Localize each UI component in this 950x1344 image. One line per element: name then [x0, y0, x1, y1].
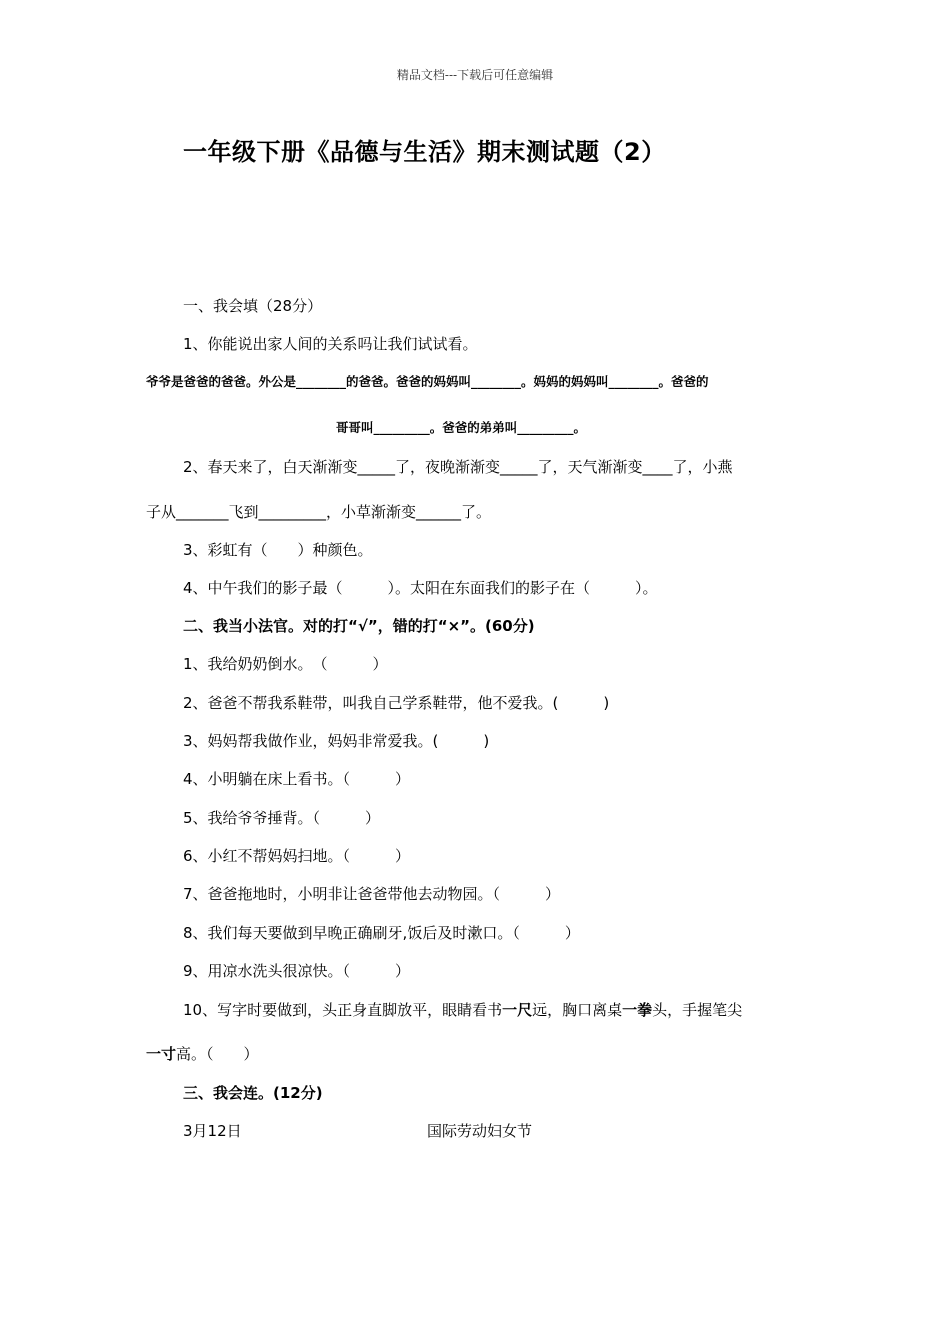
question-1-line-2: 哥哥叫_________。爸爸的弟弟叫_________。: [336, 420, 587, 435]
judge-item-10-text-f: 一寸: [146, 1045, 177, 1063]
question-1: 1、你能说出家人间的关系吗让我们试试看。: [183, 335, 478, 353]
judge-item-10-text-d: 一拳: [622, 1001, 653, 1019]
page-header: 精品文档---下载后可任意编辑: [396, 68, 554, 82]
question-4: 4、中午我们的影子最（ ）。太阳在东面我们的影子在（ ）。: [183, 579, 658, 597]
judge-item-4: 4、小明躺在床上看书。（ ）: [183, 770, 411, 788]
page-title: 一年级下册《品德与生活》期末测试题（2）: [183, 138, 666, 166]
judge-item-2: 2、爸爸不帮我系鞋带，叫我自己学系鞋带，他不爱我。( ): [183, 694, 610, 712]
judge-item-1: 1、我给奶奶倒水。 （ ）: [183, 655, 388, 673]
judge-item-3: 3、妈妈帮我做作业，妈妈非常爱我。( ): [183, 732, 490, 750]
judge-item-10-line-1: [183, 999, 742, 1020]
match-right-item-1: 国际劳动妇女节: [427, 1122, 533, 1140]
judge-item-10-text-a: 10、写字时要做到，头正身直脚放平，眼睛看书: [183, 1001, 503, 1019]
question-3: 3、彩虹有（ ）种颜色。: [183, 541, 373, 559]
section-1-heading: 一、我会填（28分）: [183, 297, 323, 315]
judge-item-10-text-g: 高。（ ）: [176, 1045, 259, 1063]
judge-item-10-text-e: 头，手握笔尖: [652, 1001, 743, 1019]
question-2-line-2: 子从_______飞到_________，小草渐渐变______了。: [146, 503, 492, 521]
question-2-line-1: 2、春天来了，白天渐渐变_____了，夜晚渐渐变_____了，天气渐渐变____了，小燕: [183, 458, 733, 476]
section-2-heading: 二、我当小法官。对的打“√”，错的打“×”。(60分): [183, 617, 535, 635]
judge-item-5: 5、我给爷爷捶背。（ ）: [183, 809, 381, 827]
judge-item-9: 9、用凉水洗头很凉快。（ ）: [183, 962, 411, 980]
judge-item-8: 8、我们每天要做到早晚正确刷牙,饭后及时漱口。（ ）: [183, 924, 580, 942]
judge-item-10-text-c: 远，胸口离桌: [532, 1001, 623, 1019]
match-left-item-1: 3月12日: [183, 1122, 242, 1140]
judge-item-6: 6、小红不帮妈妈扫地。（ ）: [183, 847, 411, 865]
question-1-line-1: 爷爷是爸爸的爸爸。外公是________的爸爸。爸爸的妈妈叫________。妈妈的妈妈叫________。爸爸的: [146, 374, 709, 389]
judge-item-7: 7、爸爸拖地时，小明非让爸爸带他去动物园。（ ）: [183, 885, 561, 903]
judge-item-10-text-b: 一尺: [502, 1001, 533, 1019]
judge-item-10-line-2: [146, 1043, 259, 1064]
section-3-heading: 三、我会连。(12分): [183, 1084, 323, 1102]
